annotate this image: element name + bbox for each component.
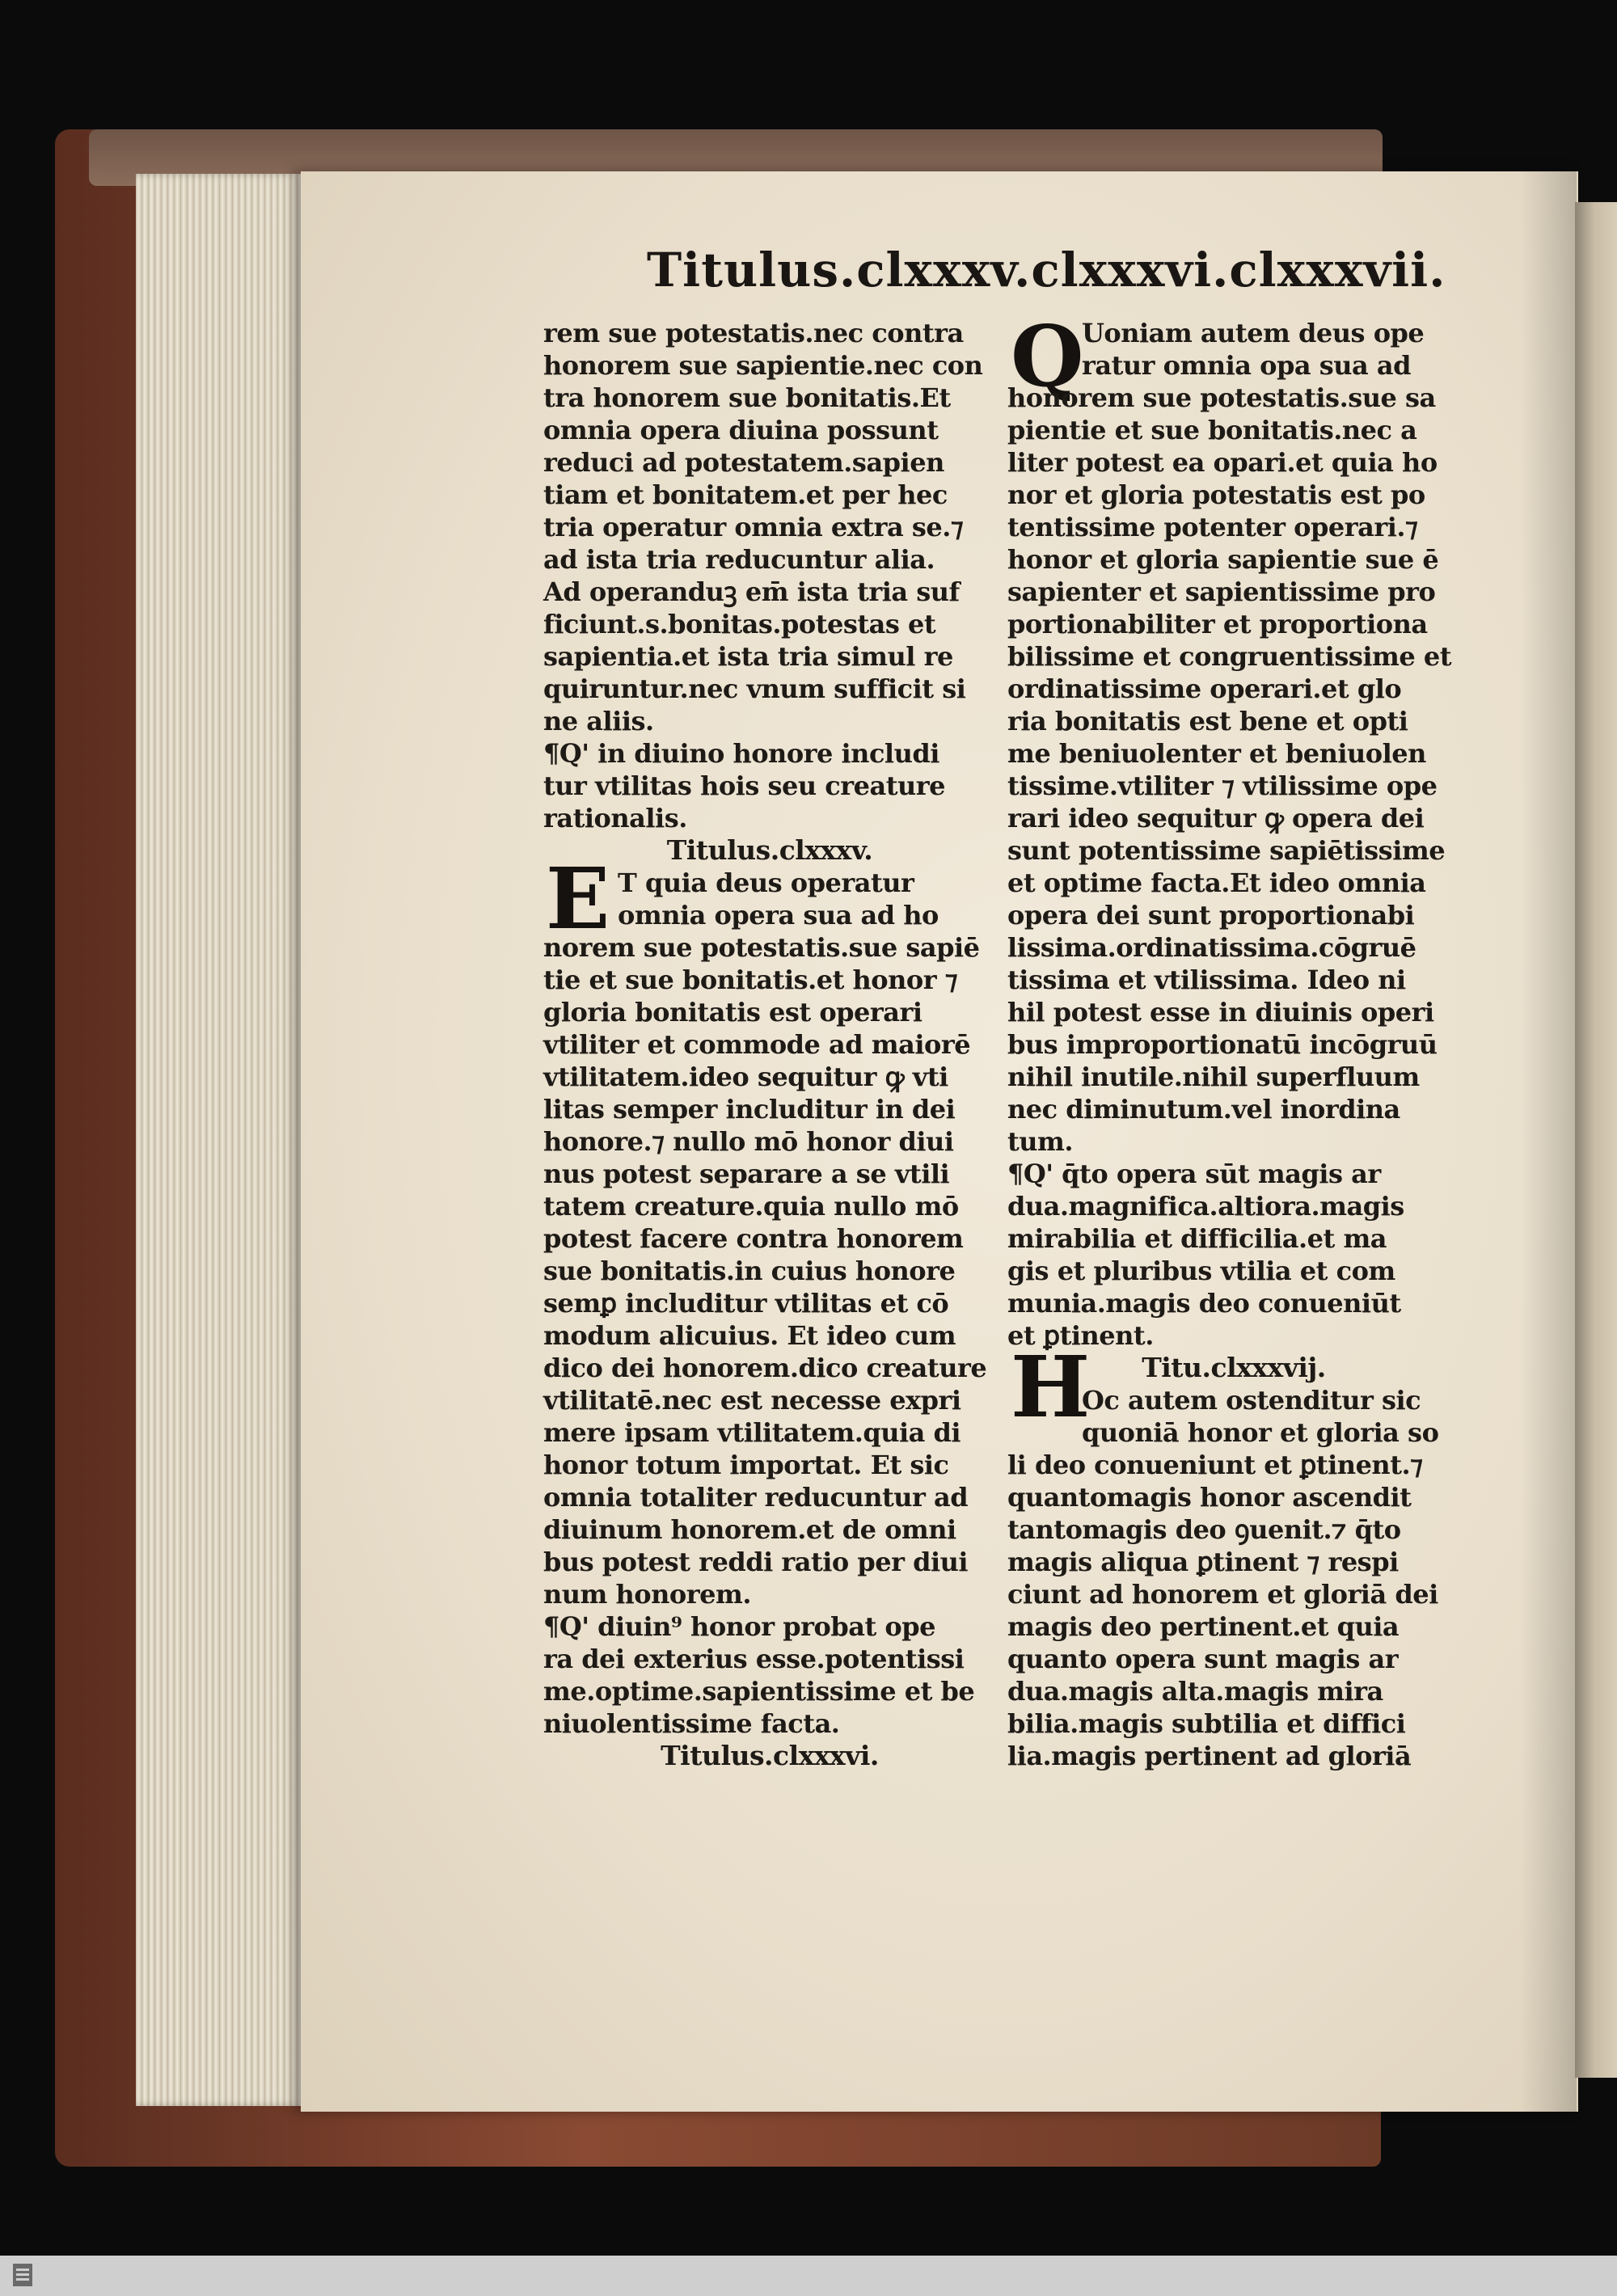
- text-line: ra dei exterius esse.potentissi: [543, 1644, 965, 1674]
- text-line: omnia totaliter reducuntur ad: [543, 1482, 969, 1513]
- text-line: ¶Q' in diuino honore includi: [543, 738, 939, 769]
- right-text-column: [1007, 306, 1460, 1772]
- text-line: ¶Q' diuin⁹ honor probat ope: [543, 1611, 935, 1642]
- text-line: norem sue potestatis.sue sapiē: [543, 932, 980, 963]
- text-line: bilia.magis subtilia et diffici: [1007, 1708, 1406, 1739]
- text-line: ratur omnia opa sua ad: [1082, 350, 1411, 381]
- gutter-shadow: [1520, 171, 1577, 2112]
- text-line: tentissime potenter operari.⁊: [1007, 512, 1418, 542]
- text-line: vtilitatē.nec est necesse expri: [543, 1385, 961, 1416]
- text-line: nor et gloria potestatis est po: [1007, 479, 1425, 510]
- text-line: liter potest ea opari.et quia ho: [1007, 447, 1438, 478]
- text-line: pientie et sue bonitatis.nec a: [1007, 415, 1417, 445]
- text-line: dico dei honorem.dico creature: [543, 1353, 987, 1383]
- text-line: dua.magnifica.altiora.magis: [1007, 1191, 1404, 1222]
- text-line: modum alicuius. Et ideo cum: [543, 1320, 956, 1351]
- text-line: nihil inutile.nihil superfluum: [1007, 1061, 1420, 1092]
- text-line: rem sue potestatis.nec contra: [543, 318, 964, 348]
- text-line: Oc autem ostenditur sic: [1082, 1385, 1421, 1416]
- text-line: bus potest reddi ratio per diui: [543, 1547, 969, 1577]
- text-line: diuinum honorem.et de omni: [543, 1514, 956, 1545]
- text-line: lissima.ordinatissima.cōgruē: [1007, 932, 1416, 963]
- text-line: tria operatur omnia extra se.⁊: [543, 512, 964, 542]
- text-line: quoniā honor et gloria so: [1082, 1417, 1439, 1448]
- text-line: magis aliqua ꝑtinent ⁊ respi: [1007, 1547, 1399, 1577]
- text-line: sapienter et sapientissime pro: [1007, 576, 1436, 607]
- text-line: quantomagis honor ascendit: [1007, 1482, 1412, 1513]
- text-line: sue bonitatis.in cuius honore: [543, 1256, 956, 1286]
- text-line: sapientia.et ista tria simul re: [543, 641, 953, 672]
- text-line: ne aliis.: [543, 706, 654, 736]
- text-line: munia.magis deo conueniūt: [1007, 1288, 1401, 1319]
- text-line: Titulus.clxxxv.: [666, 834, 873, 866]
- text-line: dua.magis alta.magis mira: [1007, 1676, 1383, 1707]
- text-line: hil potest esse in diuinis operi: [1007, 997, 1434, 1028]
- text-line: tantomagis deo ꝯuenit.⁊ q̄to: [1007, 1514, 1401, 1545]
- text-line: omnia opera sua ad ho: [618, 900, 939, 931]
- text-line: vtiliter et commode ad maiorē: [543, 1029, 971, 1060]
- text-line: niuolentissime facta.: [543, 1708, 840, 1739]
- text-line: bus improportionatū incōgruū: [1007, 1029, 1438, 1060]
- text-line: tum.: [1007, 1126, 1074, 1157]
- facing-page: [1575, 202, 1617, 2078]
- text-line: tra honorem sue bonitatis.Et: [543, 382, 951, 413]
- text-line: me beniuolenter et beniuolen: [1007, 738, 1426, 769]
- text-line: gloria bonitatis est operari: [543, 997, 922, 1028]
- text-line: ad ista tria reducuntur alia.: [543, 544, 935, 575]
- text-line: lia.magis pertinent ad gloriā: [1007, 1741, 1412, 1771]
- drop-initial-h: H: [1011, 1337, 1091, 1437]
- text-line: Titu.clxxxvij.: [1142, 1352, 1326, 1383]
- text-line: honor totum importat. Et sic: [543, 1450, 949, 1480]
- viewer-footer-bar: [0, 2256, 1617, 2296]
- text-line: tissime.vtiliter ⁊ vtilissime ope: [1007, 770, 1438, 801]
- text-line: li deo conueniunt et ꝑtinent.⁊: [1007, 1450, 1423, 1480]
- text-line: Uoniam autem deus ope: [1082, 318, 1425, 348]
- text-line: opera dei sunt proportionabi: [1007, 900, 1415, 931]
- text-line: nec diminutum.vel inordina: [1007, 1094, 1400, 1125]
- text-line: Ad operanduꝫ em̄ ista tria suf: [543, 576, 960, 607]
- text-line: reduci ad potestatem.sapien: [543, 447, 944, 478]
- text-line: et ꝑtinent.: [1007, 1320, 1154, 1351]
- text-line: sunt potentissime sapiētissime: [1007, 835, 1446, 866]
- text-line: tiam et bonitatem.et per hec: [543, 479, 948, 510]
- text-line: quanto opera sunt magis ar: [1007, 1644, 1399, 1674]
- text-line: num honorem.: [543, 1579, 751, 1610]
- text-line: ¶Q' q̄to opera sūt magis ar: [1007, 1159, 1381, 1189]
- text-line: tur vtilitas hois seu creature: [543, 770, 945, 801]
- drop-initial-q: Q: [1011, 306, 1084, 406]
- text-line: ficiunt.s.bonitas.potestas et: [543, 609, 936, 639]
- text-line: mirabilia et difficilia.et ma: [1007, 1223, 1387, 1254]
- text-line: rari ideo sequitur ꝙ opera dei: [1007, 803, 1425, 834]
- text-line: honorem sue sapientie.nec con: [543, 350, 983, 381]
- text-line: et optime facta.Et ideo omnia: [1007, 867, 1426, 898]
- text-line: me.optime.sapientissime et be: [543, 1676, 975, 1707]
- text-line: ciunt ad honorem et gloriā dei: [1007, 1579, 1438, 1610]
- text-line: litas semper includitur in dei: [543, 1094, 956, 1125]
- running-title: Titulus.clxxxv.clxxxvi.clxxxvii.: [647, 243, 1446, 298]
- drop-initial-e: E: [546, 849, 610, 948]
- text-line: honore.⁊ nullo mō honor diui: [543, 1126, 954, 1157]
- left-text-column: [543, 317, 996, 1772]
- text-line: rationalis.: [543, 803, 687, 834]
- text-line: bilissime et congruentissime et: [1007, 641, 1452, 672]
- text-line: gis et pluribus vtilia et com: [1007, 1256, 1395, 1286]
- library-logo-icon: [6, 2260, 39, 2293]
- text-line: tatem creature.quia nullo mō: [543, 1191, 959, 1222]
- text-line: omnia opera diuina possunt: [543, 415, 939, 445]
- text-line: tie et sue bonitatis.et honor ⁊: [543, 964, 958, 995]
- text-line: T quia deus operatur: [618, 867, 914, 898]
- text-line: honorem sue potestatis.sue sa: [1007, 382, 1436, 413]
- text-line: tissima et vtilissima. Ideo ni: [1007, 964, 1406, 995]
- text-line: ordinatissime operari.et glo: [1007, 673, 1402, 704]
- text-line: portionabiliter et proportiona: [1007, 609, 1428, 639]
- text-line: semꝑ includitur vtilitas et cō: [543, 1288, 949, 1319]
- text-line: magis deo pertinent.et quia: [1007, 1611, 1400, 1642]
- text-line: honor et gloria sapientie sue ē: [1007, 544, 1439, 575]
- text-line: ria bonitatis est bene et opti: [1007, 706, 1408, 736]
- text-line: potest facere contra honorem: [543, 1223, 964, 1254]
- text-line: nus potest separare a se vtili: [543, 1159, 950, 1189]
- text-line: quiruntur.nec vnum sufficit si: [543, 673, 966, 704]
- text-line: mere ipsam vtilitatem.quia di: [543, 1417, 961, 1448]
- text-line: vtilitatem.ideo sequitur ꝙ vti: [543, 1061, 948, 1092]
- text-line: Titulus.clxxxvi.: [661, 1740, 879, 1771]
